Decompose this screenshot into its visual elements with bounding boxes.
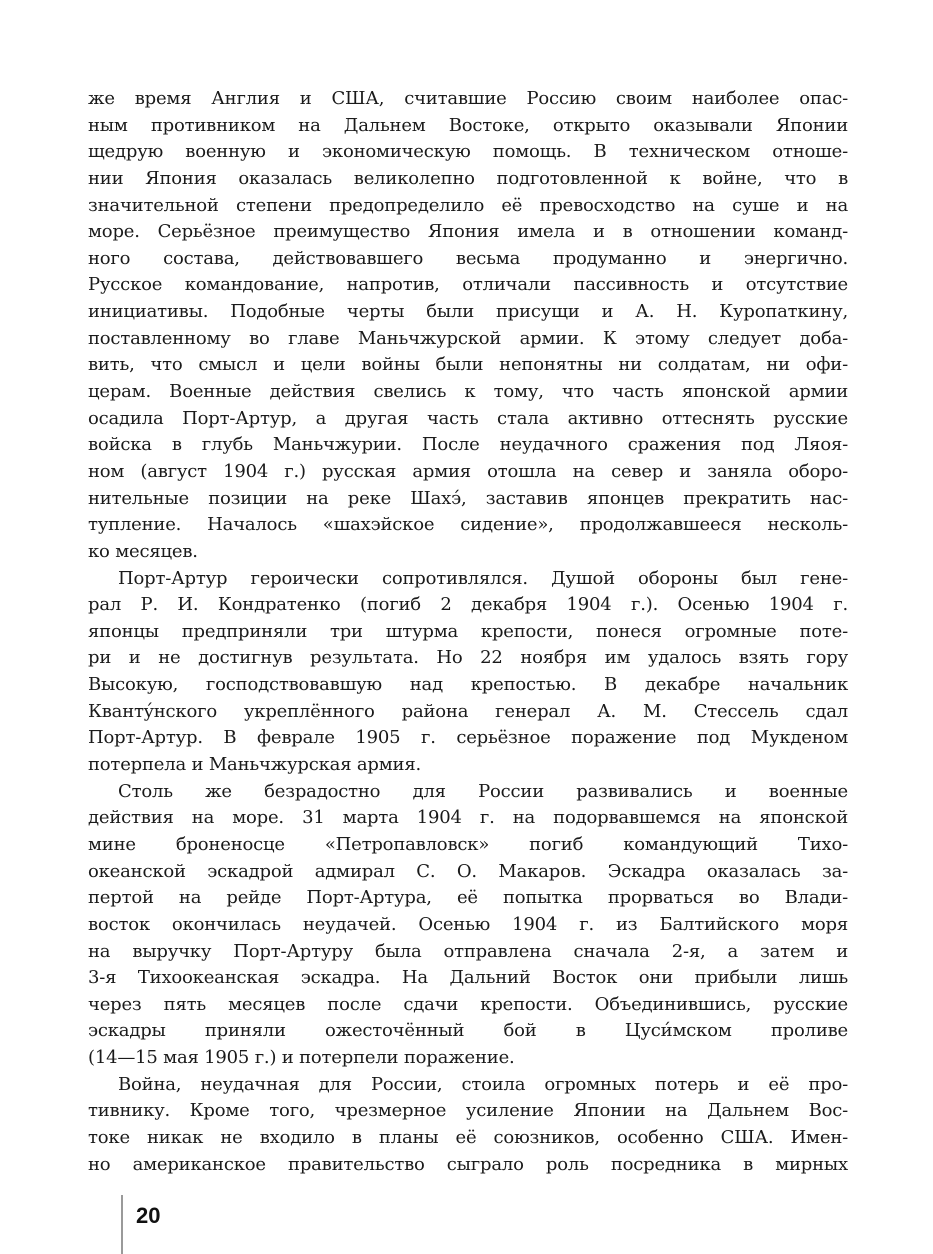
text-line: но американское правительство сыграло роль посредника в мирных: [88, 1153, 848, 1175]
text-line: Русское командование, напротив, отличали пассивность и отсутствие: [88, 274, 848, 296]
text-line: тивнику. Кроме того, чрезмерное усиление Японии на Дальнем Вос-: [88, 1100, 848, 1122]
text-line: вить, что смысл и цели войны были непонятны ни солдатам, ни офи-: [88, 354, 848, 376]
margin-rule: [121, 1195, 123, 1254]
text-line: значительной степени предопределило её превосходство на суше и на: [88, 194, 848, 216]
text-line: Война, неудачная для России, стоила огромных потерь и её про-: [118, 1073, 848, 1095]
text-line: японцы предприняли три штурма крепости, понеся огромные поте-: [88, 620, 848, 642]
paragraph: [88, 566, 848, 779]
text-line: восток окончилась неудачей. Осенью 1904 г. из Балтийского моря: [88, 913, 848, 935]
text-line: церам. Военные действия свелись к тому, что часть японской армии: [88, 381, 848, 403]
text-line: мине броненосце «Петропавловск» погиб командующий Тихо-: [88, 833, 848, 855]
text-line: нии Япония оказалась великолепно подготовленной к войне, что в: [88, 167, 848, 189]
text-line: инициативы. Подобные черты были присущи и А. Н. Куропаткину,: [88, 301, 848, 323]
text-line: море. Серьёзное преимущество Япония имела и в отношении команд-: [88, 221, 848, 243]
text-line: ном (август 1904 г.) русская армия отошла на север и заняла оборо-: [88, 460, 848, 482]
text-line: Порт-Артур героически сопротивлялся. Душой обороны был гене-: [118, 567, 848, 589]
text-line: Столь же безрадостно для России развивались и военные: [118, 780, 848, 802]
text-line: поставленному во главе Маньчжурской армии. К этому следует доба-: [88, 327, 848, 349]
text-line: действия на море. 31 марта 1904 г. на подорвавшемся на японской: [88, 807, 848, 829]
text-line: ко месяцев.: [88, 540, 198, 562]
page-number: 20: [136, 1203, 161, 1228]
text-line: ным противником на Дальнем Востоке, открыто оказывали Японии: [88, 114, 848, 136]
text-line: рал Р. И. Кондратенко (погиб 2 декабря 1904 г.). Осенью 1904 г.: [88, 594, 848, 616]
text-line: Порт-Артур. В феврале 1905 г. серьёзное поражение под Мукденом: [88, 727, 848, 749]
text-line: на выручку Порт-Артуру была отправлена сначала 2-я, а затем и: [88, 940, 848, 962]
text-line: нительные позиции на реке Шахэ́, заставив японцев прекратить нас-: [88, 487, 848, 509]
text-line: ри и не достигнув результата. Но 22 ноября им удалось взять гору: [88, 647, 848, 669]
text-line: ного состава, действовавшего весьма продуманно и энергично.: [88, 247, 848, 269]
text-line: тупление. Началось «шахэйское сидение», продолжавшееся несколь-: [88, 514, 848, 536]
text-line: же время Англия и США, считавшие Россию своим наиболее опас-: [88, 88, 848, 109]
text-line: эскадры приняли ожесточённый бой в Цуси́мском проливе: [88, 1020, 848, 1042]
text-line: токе никак не входило в планы её союзников, особенно США. Имен-: [88, 1126, 848, 1148]
text-line: пертой на рейде Порт-Артура, её попытка прорваться во Влади-: [88, 887, 848, 909]
body-text: [88, 86, 848, 1178]
paragraph: [88, 779, 848, 1072]
text-line: войска в глубь Маньчжурии. После неудачного сражения под Ляоя-: [88, 434, 848, 456]
text-line: Высокую, господствовавшую над крепостью. В декабре начальник: [88, 674, 848, 696]
text-line: океанской эскадрой адмирал С. О. Макаров. Эскадра оказалась за-: [88, 860, 848, 882]
text-line: 3-я Тихоокеанская эскадра. На Дальний Восток они прибыли лишь: [88, 967, 848, 989]
text-line: щедрую военную и экономическую помощь. В техническом отноше-: [88, 141, 848, 163]
text-line: (14—15 мая 1905 г.) и потерпели поражение.: [88, 1047, 515, 1069]
text-line: через пять месяцев после сдачи крепости. Объединившись, русские: [88, 993, 848, 1015]
text-line: Квантýнского укреплённого района генерал А. М. Стессель сдал: [88, 700, 848, 722]
text-line: потерпела и Маньчжурская армия.: [88, 754, 422, 776]
paragraph: [88, 1072, 848, 1179]
text-line: осадила Порт-Артур, а другая часть стала активно оттеснять русские: [88, 407, 848, 429]
paragraph: [88, 86, 848, 566]
